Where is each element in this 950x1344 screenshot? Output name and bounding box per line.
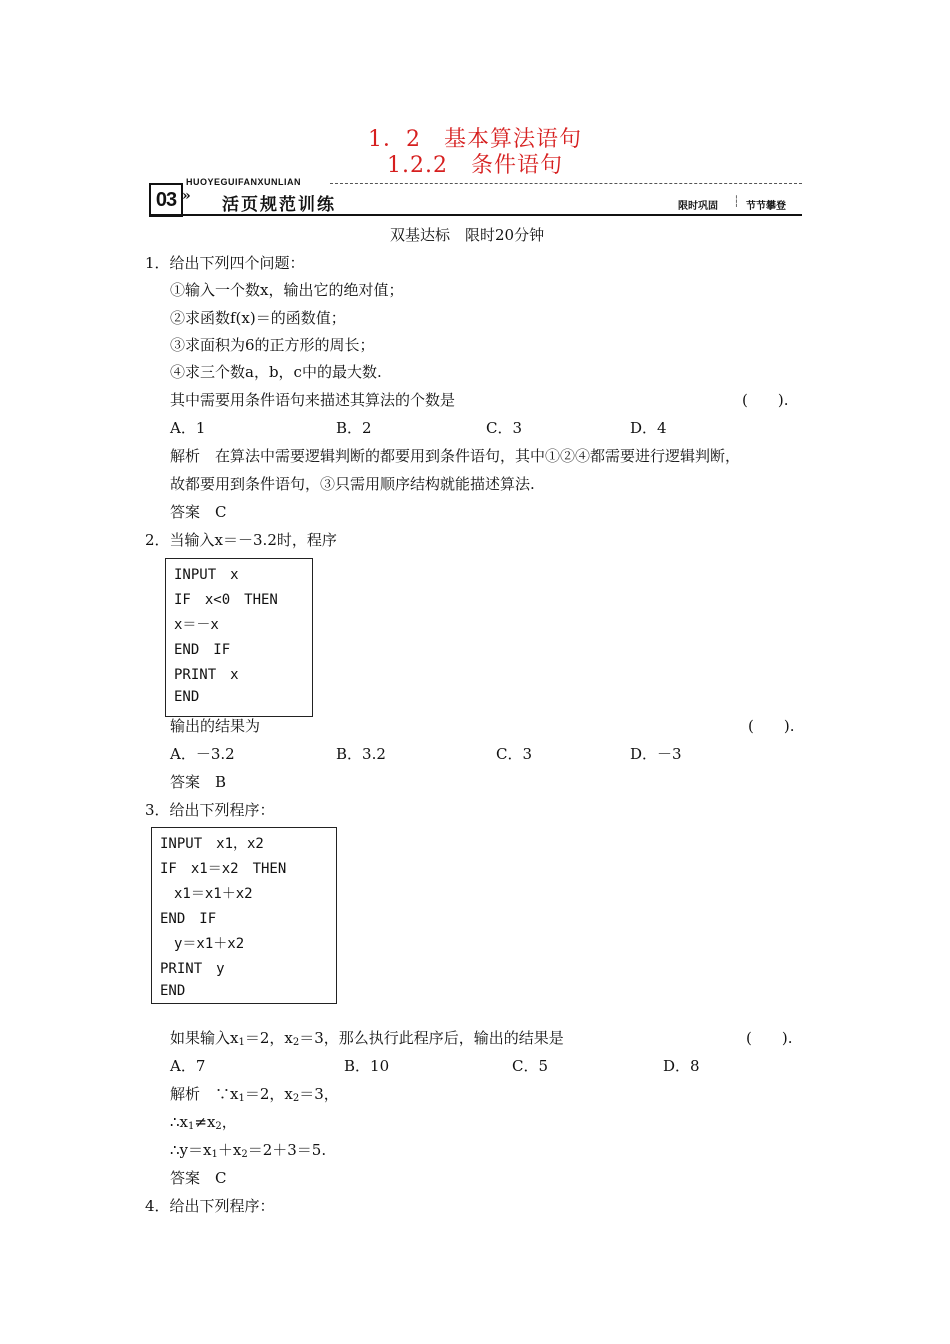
subtitle: 双基达标 限时20分钟 xyxy=(390,226,545,244)
code-line: END xyxy=(160,983,186,999)
q2-option-b: B．3.2 xyxy=(336,745,386,763)
q1-stem: 1．给出下列四个问题： xyxy=(145,254,305,272)
q2-question: 输出的结果为 xyxy=(170,717,261,735)
q3-option-c: C．5 xyxy=(512,1057,549,1075)
q1-item-4: ④求三个数a，b，c中的最大数. xyxy=(170,363,382,381)
code-line: END IF xyxy=(160,911,217,927)
q3-option-b: B．10 xyxy=(344,1057,390,1075)
q3-option-a: A．7 xyxy=(170,1057,206,1075)
q3-code-box xyxy=(151,827,337,1004)
banner-pinyin: HUOYEGUIFANXUNLIAN xyxy=(186,177,302,187)
code-line: IF x1＝x2 THEN xyxy=(160,861,287,877)
banner-right-label-b: 节节攀登 xyxy=(746,201,786,212)
q1-item-2: ②求函数f(x)＝的函数值； xyxy=(170,309,346,327)
q3-stem: 3．给出下列程序： xyxy=(145,801,275,819)
q1-analysis-line-1: 解析 在算法中需要逻辑判断的都要用到条件语句，其中①②④都需要进行逻辑判断， xyxy=(170,447,741,465)
q1-item-1: ①输入一个数x，输出它的绝对值； xyxy=(170,281,404,299)
q1-option-b: B．2 xyxy=(336,419,372,437)
q2-code-box xyxy=(165,558,313,717)
q2-option-d: D．－3 xyxy=(630,745,682,763)
q2-answer-paren: ( ). xyxy=(748,717,795,735)
code-line: INPUT x xyxy=(174,567,239,583)
double-arrow-icon: » xyxy=(182,188,191,204)
banner-title: 活页规范训练 xyxy=(222,195,336,214)
code-line: x1＝x1＋x2 xyxy=(160,886,253,902)
q1-answer: 答案 C xyxy=(170,503,227,521)
q1-option-c: C．3 xyxy=(486,419,523,437)
code-line: END xyxy=(174,689,200,705)
q2-stem: 2．当输入x＝－3.2时，程序 xyxy=(145,531,337,549)
q1-analysis-line-2: 故都要用到条件语句，③只需用顺序结构就能描述算法. xyxy=(170,475,535,493)
banner-number-badge: 03 xyxy=(149,183,183,217)
q2-option-a: A．－3.2 xyxy=(170,745,235,763)
code-line: PRINT x xyxy=(174,667,239,683)
q3-option-d: D．8 xyxy=(663,1057,700,1075)
q1-item-3: ③求面积为6的正方形的周长； xyxy=(170,336,375,354)
banner-dashed-rule xyxy=(330,183,802,184)
q3-analysis-line-2: $\therefore x_1\ne x_2$， xyxy=(170,1113,237,1132)
code-line: INPUT x1，x2 xyxy=(160,836,264,852)
code-line: IF x<0 THEN xyxy=(174,592,278,608)
banner-underline xyxy=(149,214,802,216)
q1-answer-paren: ( ). xyxy=(742,391,789,409)
q3-question: 如果输入$x_1=2$，$x_2=3$，那么执行此程序后，输出的结果是 xyxy=(170,1029,564,1048)
q1-option-a: A．1 xyxy=(170,419,206,437)
q3-analysis-line-1: 解析 $\because x_1=2$，$x_2=3$， xyxy=(170,1085,339,1104)
q3-answer: 答案 C xyxy=(170,1169,227,1187)
code-line: PRINT y xyxy=(160,961,225,977)
q2-answer: 答案 B xyxy=(170,773,227,791)
banner-right-label-a: 限时巩固 xyxy=(678,201,718,212)
q3-answer-paren: ( ). xyxy=(746,1029,793,1047)
q4-stem: 4．给出下列程序： xyxy=(145,1197,275,1215)
code-line: END IF xyxy=(174,642,231,658)
q2-option-c: C．3 xyxy=(496,745,533,763)
code-line: y＝x1＋x2 xyxy=(160,936,245,952)
chapter-title: 1．2 基本算法语句 xyxy=(368,127,582,152)
q3-analysis-line-3: $\therefore y=x_1+x_2=2+3=5$. xyxy=(170,1141,327,1160)
code-line: x＝－x xyxy=(174,617,219,633)
q1-question: 其中需要用条件语句来描述其算法的个数是 xyxy=(170,391,456,409)
q1-option-d: D．4 xyxy=(630,419,667,437)
banner-separator: ┆ xyxy=(733,195,740,208)
section-title: 1.2.2 条件语句 xyxy=(387,153,563,178)
